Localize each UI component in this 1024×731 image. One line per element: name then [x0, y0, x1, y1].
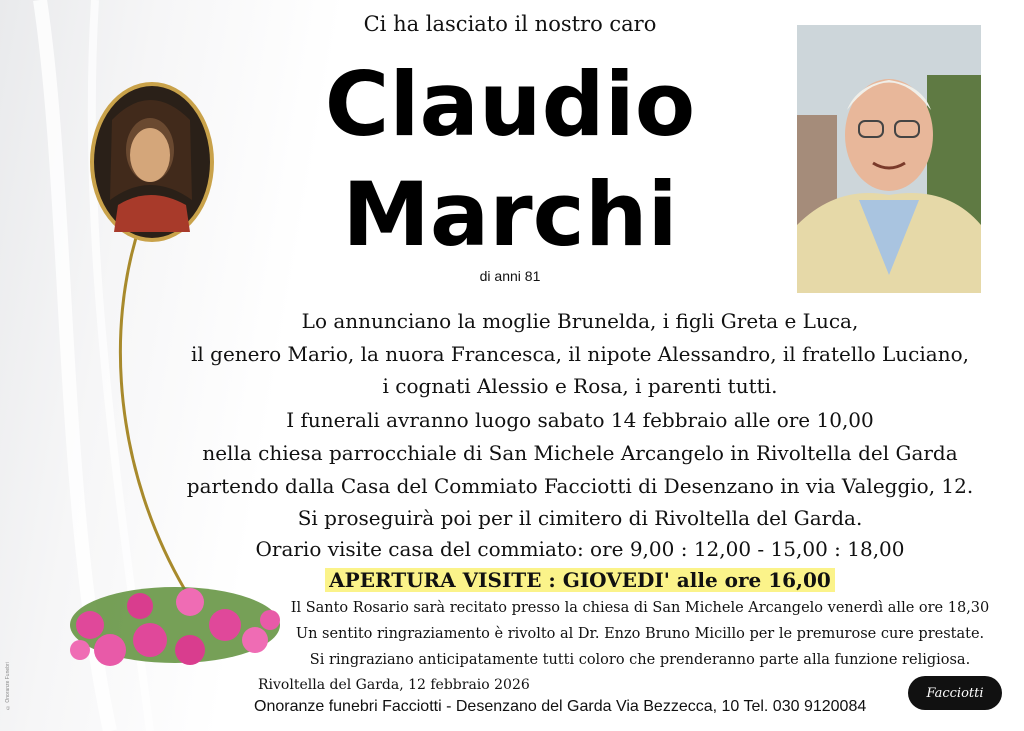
rosary-note: Il Santo Rosario sarà recitato presso la chiesa di San Michele Arcangelo venerdì alle ore 18,30	[290, 600, 990, 616]
funeral-line: partendo dalla Casa del Commiato Facciotti di Desenzano in via Valeggio, 12.	[186, 474, 974, 498]
pink-flowers	[70, 587, 280, 666]
portrait-photo	[797, 25, 981, 293]
announcement-line: il genero Mario, la nuora Francesca, il nipote Alessandro, il fratello Luciano,	[191, 342, 969, 366]
last-name: Marchi	[342, 163, 678, 266]
thanks-doctor-note: Un sentito ringraziamento è rivolto al Dr. Enzo Bruno Micillo per le premurose cure prestate.	[295, 626, 985, 642]
age-line: di anni 81	[479, 268, 541, 284]
funeral-home-logo	[908, 676, 1002, 710]
place-date: Rivoltella del Garda, 12 febbraio 2026	[258, 677, 530, 693]
visiting-opening-highlight: APERTURA VISITE : GIOVEDI' alle ore 16,00	[325, 568, 835, 592]
funeral-line: nella chiesa parrocchiale di San Michele Arcangelo in Rivoltella del Garda	[202, 441, 958, 465]
announcement-line: Lo annunciano la moglie Brunelda, i figli Greta e Luca,	[301, 309, 859, 333]
funeral-line: Si proseguirà poi per il cimitero di Rivoltella del Garda.	[297, 506, 863, 530]
intro-line: Ci ha lasciato il nostro caro	[363, 12, 657, 36]
funeral-home-footer: Onoranze funebri Facciotti - Desenzano del Garda Via Bezzecca, 10 Tel. 030 9120084	[254, 698, 867, 715]
announcement-line: i cognati Alessio e Rosa, i parenti tutti.	[382, 374, 778, 398]
visiting-hours: Orario visite casa del commiato: ore 9,00 : 12,00 - 15,00 : 18,00	[255, 537, 905, 561]
funeral-line: I funerali avranno luogo sabato 14 febbraio alle ore 10,00	[286, 408, 874, 432]
side-copyright-text: © Onoranze Funebri	[5, 662, 11, 710]
first-name: Claudio	[324, 53, 696, 156]
thanks-attendees-note: Si ringraziano anticipatamente tutti coloro che prenderanno parte alla funzione religiosa.	[309, 652, 971, 668]
gold-stem	[120, 225, 185, 590]
visiting-highlight-row	[180, 568, 980, 592]
logo-text: Facciotti	[926, 685, 984, 701]
